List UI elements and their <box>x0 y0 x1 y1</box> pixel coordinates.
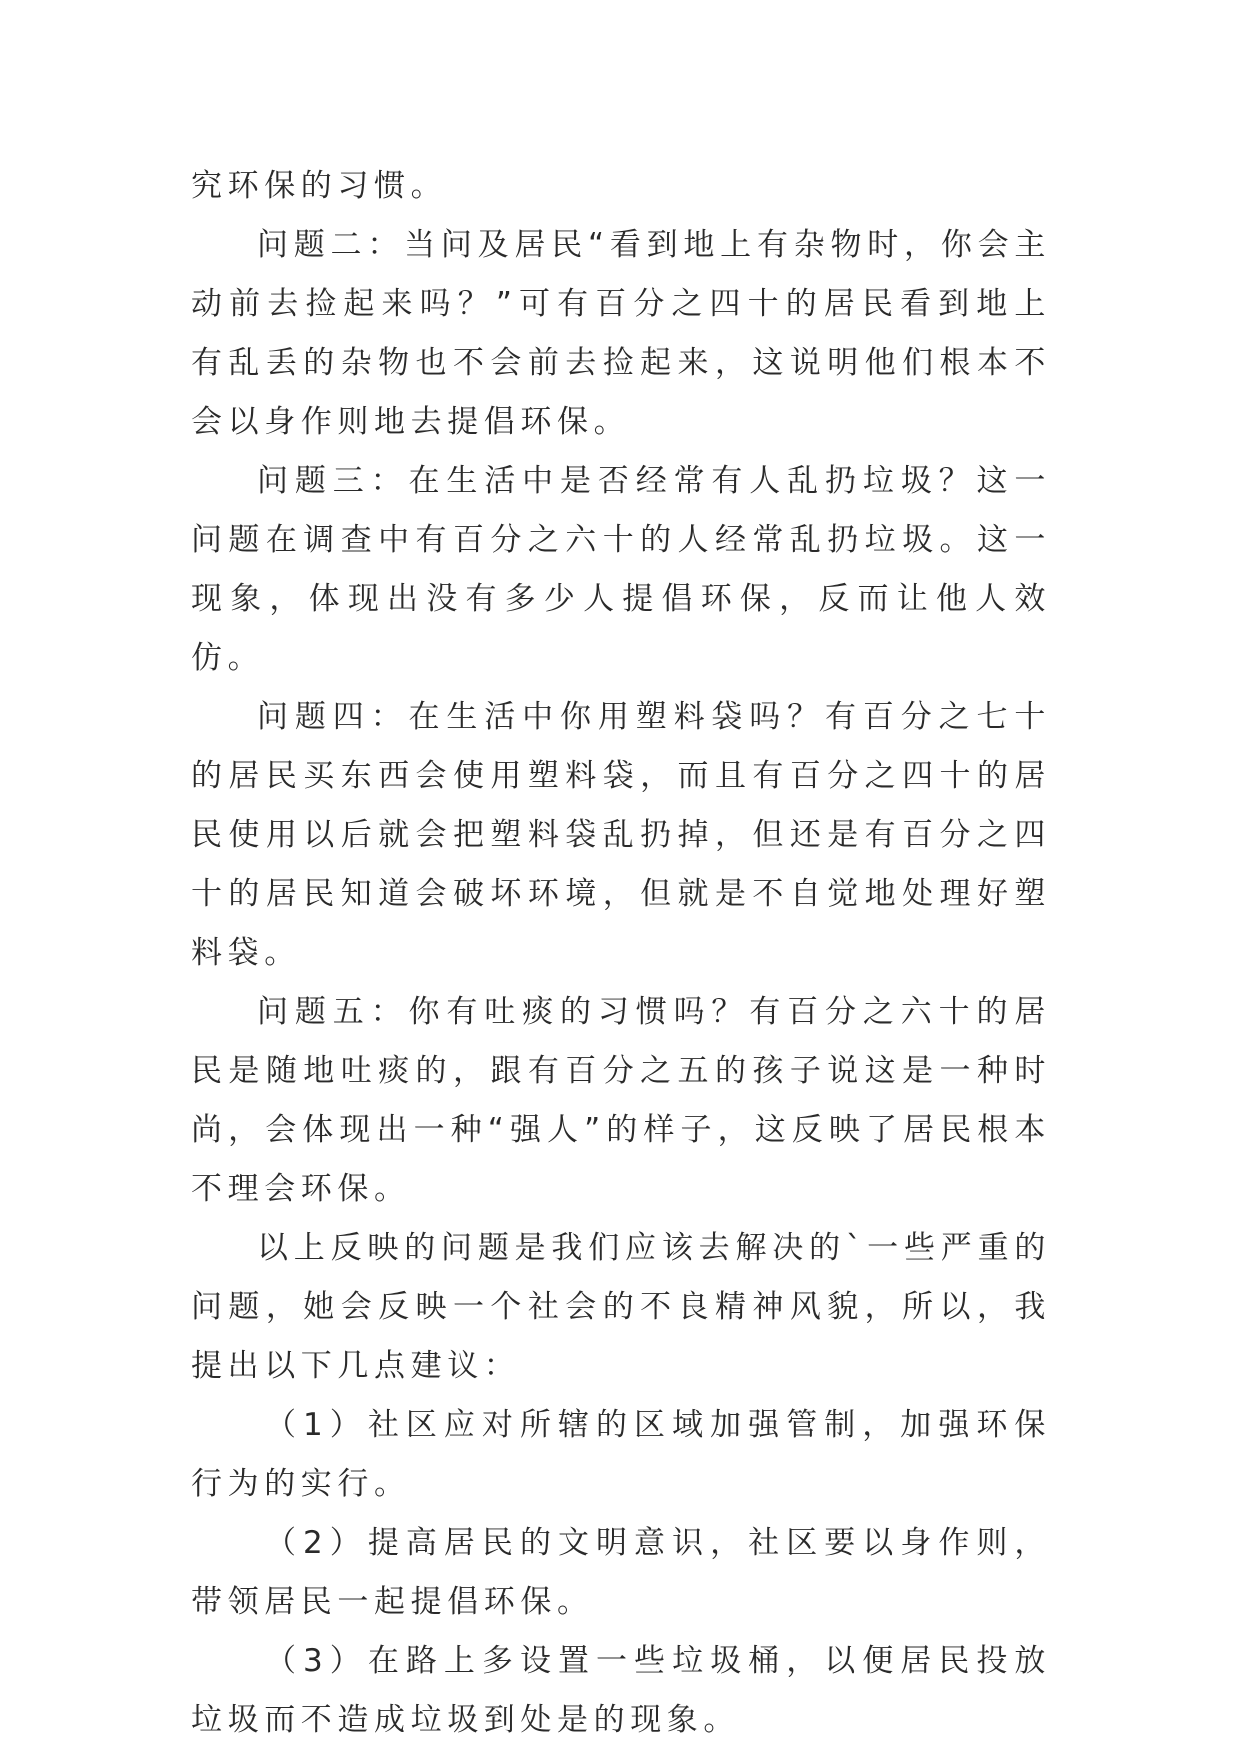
paragraph-continuation: 究环保的习惯。 <box>191 168 448 204</box>
suggestion-item-1: （1）社区应对所辖的区域加强管制，加强环保行为的实行。 <box>191 1407 1051 1502</box>
paragraph-question-two: 问题二：当问及居民“看到地上有杂物时，你会主动前去捡起来吗？”可有百分之四十的居民看到地上有乱丢的杂物也不会前去捡起来，这说明他们根本不会以身作则地去提倡环保。 <box>191 227 1051 440</box>
suggestion-item-2: （2）提高居民的文明意识，社区要以身作则，带领居民一起提倡环保。 <box>191 1525 1051 1620</box>
document-body <box>191 157 1051 1750</box>
paragraph-summary: 以上反映的问题是我们应该去解决的`一些严重的问题，她会反映一个社会的不良精神风貌，所以，我提出以下几点建议： <box>191 1230 1051 1384</box>
suggestion-item-3: （3）在路上多设置一些垃圾桶，以便居民投放垃圾而不造成垃圾到处是的现象。 <box>191 1643 1051 1738</box>
paragraph-question-three: 问题三：在生活中是否经常有人乱扔垃圾？这一问题在调查中有百分之六十的人经常乱扔垃圾。这一现象，体现出没有多少人提倡环保，反而让他人效仿。 <box>191 463 1051 676</box>
paragraph-question-five: 问题五：你有吐痰的习惯吗？有百分之六十的居民是随地吐痰的，跟有百分之五的孩子说这是一种时尚，会体现出一种“强人”的样子，这反映了居民根本不理会环保。 <box>191 994 1051 1207</box>
paragraph-question-four: 问题四：在生活中你用塑料袋吗？有百分之七十的居民买东西会使用塑料袋，而且有百分之四十的居民使用以后就会把塑料袋乱扔掉，但还是有百分之四十的居民知道会破坏环境，但就是不自觉地处理好塑料袋。 <box>191 699 1051 971</box>
